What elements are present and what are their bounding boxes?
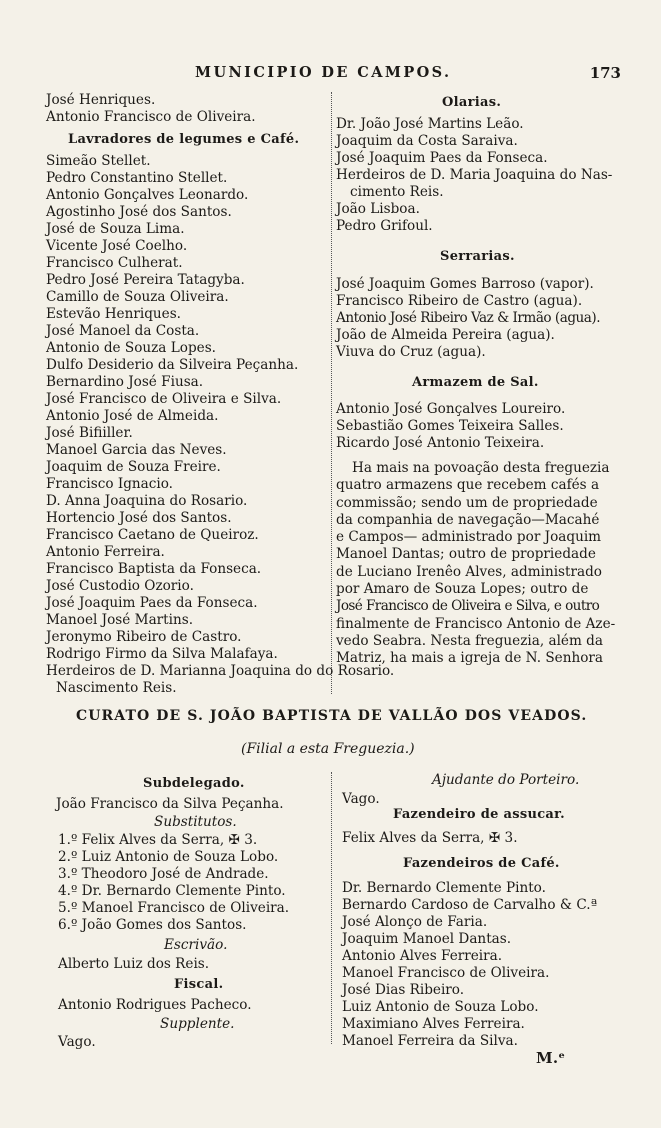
list-item: Simeão Stellet.: [46, 153, 151, 169]
list-item: Dr. Bernardo Clemente Pinto.: [342, 880, 546, 896]
column-divider-top: [331, 92, 332, 694]
paragraph-line: por Amaro de Souza Lopes; outro de: [336, 581, 589, 598]
list-item: cimento Reis.: [350, 184, 444, 200]
paragraph-line: e Campos— administrado por Joaquim: [336, 529, 602, 546]
paragraph-line: Matriz, ha mais a igreja de N. Senhora: [336, 650, 604, 667]
subdelegado-name: João Francisco da Silva Peçanha.: [56, 796, 284, 812]
text-line: Antonio Francisco de Oliveira.: [46, 109, 256, 125]
list-item: Bernardino José Fiusa.: [46, 374, 204, 390]
list-item: Joaquim Manoel Dantas.: [342, 931, 512, 947]
list-item: Maximiano Alves Ferreira.: [342, 1016, 525, 1032]
heading-fiscal: Fiscal.: [174, 977, 224, 992]
list-item: Manoel Francisco de Oliveira.: [342, 965, 550, 981]
list-item: José Joaquim Paes da Fonseca.: [46, 595, 258, 611]
list-item: Joaquim da Costa Saraiva.: [336, 133, 518, 149]
list-item: José Alonço de Faria.: [342, 914, 488, 930]
list-item: Pedro José Pereira Tatagyba.: [46, 272, 245, 288]
fiscal-name: Antonio Rodrigues Pacheco.: [58, 997, 252, 1013]
supplente-name: Vago.: [58, 1034, 96, 1050]
list-item: Pedro Grifoul.: [336, 218, 433, 234]
list-item: Viuva do Cruz (agua).: [336, 344, 486, 360]
list-item: José Joaquim Gomes Barroso (vapor).: [336, 276, 594, 292]
paragraph-line: quatro armazens que recebem cafés a: [336, 477, 600, 494]
escrivao-name: Alberto Luiz dos Reis.: [58, 956, 210, 972]
list-item: Antonio de Souza Lopes.: [46, 340, 216, 356]
list-item: Vicente José Coelho.: [46, 238, 188, 254]
heading-supplente: Supplente.: [160, 1016, 235, 1032]
section-heading-lavradores: Lavradores de legumes e Café.: [68, 132, 300, 147]
heading-ajudante: Ajudante do Porteiro.: [432, 772, 580, 788]
paragraph-line: vedo Seabra. Nesta freguezia, além da: [336, 632, 603, 649]
assucar-name: Felix Alves da Serra, ✠ 3.: [342, 830, 518, 846]
list-item: Dr. João José Martins Leão.: [336, 116, 524, 132]
list-item: Pedro Constantino Stellet.: [46, 170, 228, 186]
list-item: Sebastião Gomes Teixeira Salles.: [336, 418, 564, 434]
list-item: Joaquim de Souza Freire.: [46, 459, 221, 475]
list-item: Camillo de Souza Oliveira.: [46, 289, 229, 305]
column-divider-bottom: [331, 772, 332, 1044]
freguezia-paragraph: [336, 460, 615, 668]
list-item: Herdeiros de D. Marianna Joaquina do do Rosario.: [46, 663, 395, 679]
list-item: Rodrigo Firmo da Silva Malafaya.: [46, 646, 278, 662]
heading-substitutos: Substitutos.: [154, 814, 237, 830]
list-item: Hortencio José dos Santos.: [46, 510, 232, 526]
section-heading-olarias: Olarias.: [442, 95, 502, 110]
catchword: M.ᵉ: [536, 1049, 566, 1067]
paragraph-line: de Luciano Irenêo Alves, administrado: [336, 563, 602, 580]
list-item: Antonio Gonçalves Leonardo.: [46, 187, 249, 203]
list-item: 4.º Dr. Bernardo Clemente Pinto.: [58, 883, 286, 899]
text-line: José Henriques.: [46, 92, 156, 108]
list-item: Ricardo José Antonio Teixeira.: [336, 435, 545, 451]
page-number: 173: [589, 64, 621, 82]
list-item: José Francisco de Oliveira e Silva.: [46, 391, 282, 407]
list-item: Jeronymo Ribeiro de Castro.: [46, 629, 242, 645]
list-item: Francisco Caetano de Queiroz.: [46, 527, 259, 543]
list-item: Luiz Antonio de Souza Lobo.: [342, 999, 539, 1015]
list-item: Antonio Ferreira.: [46, 544, 165, 560]
list-item: José Manoel da Costa.: [46, 323, 200, 339]
list-item: Manoel José Martins.: [46, 612, 194, 628]
section-heading-serrarias: Serrarias.: [440, 249, 515, 264]
paragraph-line: commissão; sendo um de propriedade: [336, 494, 598, 511]
list-item: José de Souza Lima.: [46, 221, 185, 237]
ajudante-name: Vago.: [342, 791, 380, 807]
list-item: Antonio Alves Ferreira.: [342, 948, 503, 964]
list-item: Manoel Garcia das Neves.: [46, 442, 227, 458]
heading-subdelegado: Subdelegado.: [143, 776, 245, 791]
list-item: 2.º Luiz Antonio de Souza Lobo.: [58, 849, 279, 865]
running-header: MUNICIPIO DE CAMPOS.: [195, 64, 452, 81]
curato-subtitle: (Filial a esta Freguezia.): [241, 741, 415, 757]
heading-escrivao: Escrivão.: [164, 937, 228, 953]
paragraph-line: finalmente de Francisco Antonio de Aze-: [336, 615, 616, 632]
heading-fazendeiros-cafe: Fazendeiros de Café.: [403, 856, 560, 871]
list-item: 1.º Felix Alves da Serra, ✠ 3.: [58, 832, 258, 848]
paragraph-line: Ha mais na povoação desta freguezia: [352, 460, 610, 476]
list-item: José Bifiiller.: [46, 425, 133, 441]
list-item: Francisco Baptista da Fonseca.: [46, 561, 262, 577]
list-item: 6.º João Gomes dos Santos.: [58, 917, 247, 933]
list-item: Antonio José Ribeiro Vaz & Irmão (agua).: [336, 310, 601, 326]
list-item: Antonio José Gonçalves Loureiro.: [336, 401, 566, 417]
paragraph-line: Manoel Dantas; outro de propriedade: [336, 546, 596, 563]
list-item: Nascimento Reis.: [56, 680, 177, 696]
list-item: 3.º Theodoro José de Andrade.: [58, 866, 269, 882]
list-item: 5.º Manoel Francisco de Oliveira.: [58, 900, 290, 916]
list-item: Francisco Ignacio.: [46, 476, 174, 492]
paragraph-line: José Francisco de Oliveira e Silva, e outro: [336, 598, 600, 615]
list-item: Francisco Culherat.: [46, 255, 183, 271]
heading-fazendeiro-assucar: Fazendeiro de assucar.: [393, 807, 565, 822]
paragraph-line: da companhia de navegação—Macahé: [336, 511, 600, 528]
list-item: Dulfo Desiderio da Silveira Peçanha.: [46, 357, 299, 373]
section-heading-armazem: Armazem de Sal.: [412, 375, 539, 390]
curato-title: CURATO DE S. JOÃO BAPTISTA DE VALLÃO DOS VEADOS.: [76, 708, 588, 724]
list-item: João Lisboa.: [336, 201, 420, 217]
list-item: Herdeiros de D. Maria Joaquina do Nas-: [336, 167, 613, 183]
list-item: Estevão Henriques.: [46, 306, 181, 322]
list-item: Antonio José de Almeida.: [46, 408, 219, 424]
list-item: Bernardo Cardoso de Carvalho & C.ª: [342, 897, 598, 913]
list-item: D. Anna Joaquina do Rosario.: [46, 493, 248, 509]
list-item: João de Almeida Pereira (agua).: [336, 327, 555, 343]
list-item: José Custodio Ozorio.: [46, 578, 194, 594]
list-item: José Dias Ribeiro.: [342, 982, 465, 998]
list-item: Manoel Ferreira da Silva.: [342, 1033, 518, 1049]
list-item: José Joaquim Paes da Fonseca.: [336, 150, 548, 166]
list-item: Agostinho José dos Santos.: [46, 204, 232, 220]
list-item: Francisco Ribeiro de Castro (agua).: [336, 293, 583, 309]
